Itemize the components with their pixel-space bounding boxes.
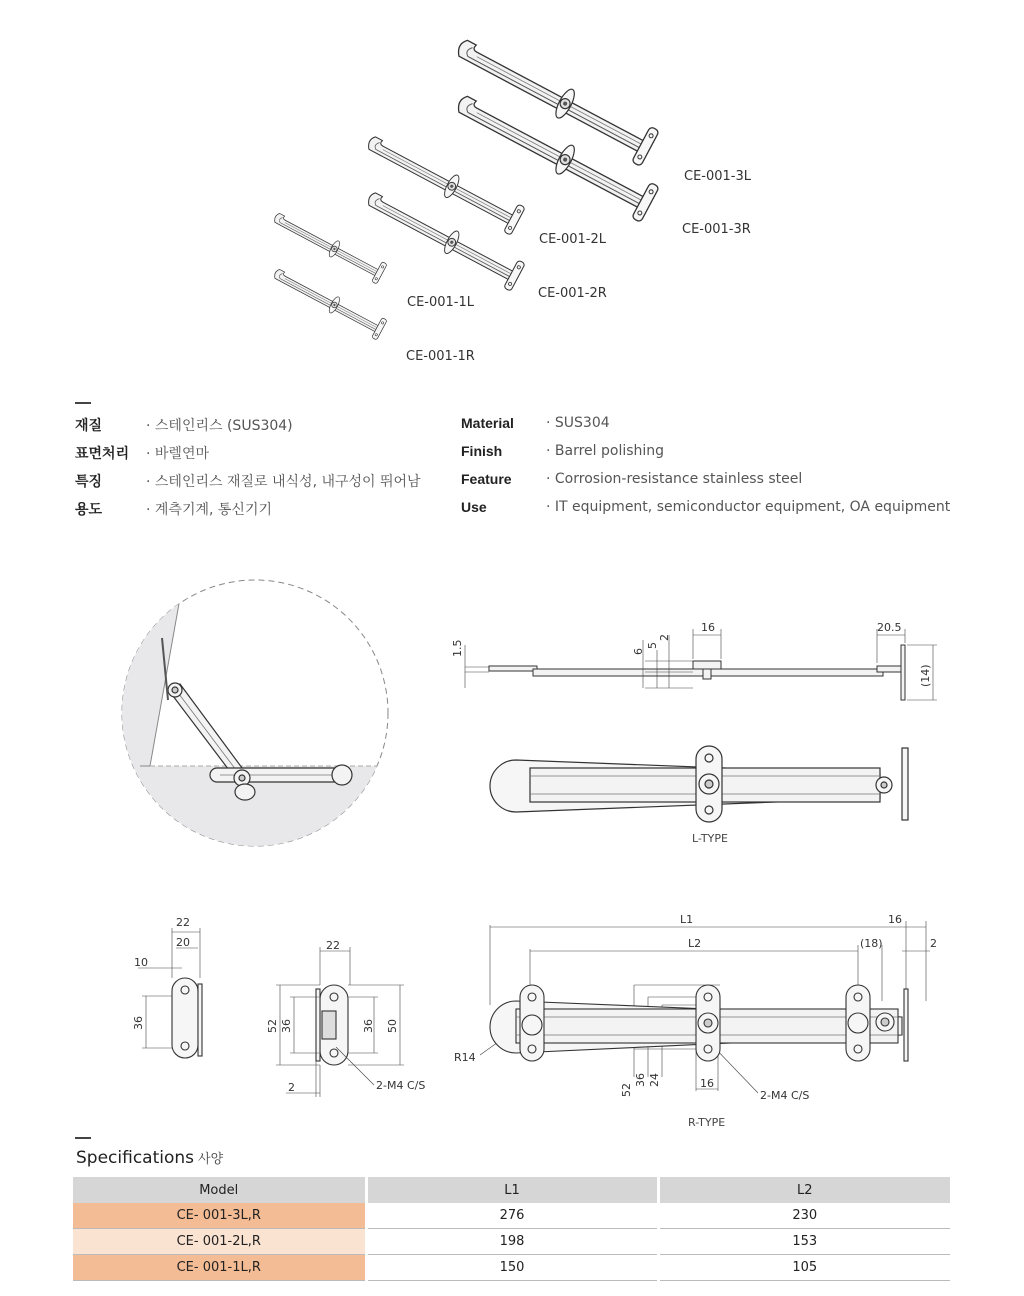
dim-2: 2 [930,937,937,950]
dim-36: 36 [634,1073,647,1087]
product-illustration [0,0,1024,380]
dim-l2: L2 [688,937,702,950]
dim-1-5: 1.5 [451,639,464,657]
spec-title-en: Specifications [76,1148,195,1168]
prop-val-en: · Barrel polishing [546,443,665,459]
prop-val-ko: · 스테인리스 (SUS304) [146,418,293,434]
dim-16: 16 [701,621,715,634]
prop-val-ko: · 바렐연마 [146,446,209,462]
column-header-l2: L2 [658,1177,950,1203]
prop-key-en: Material [461,415,514,431]
cell-l1: 150 [366,1255,658,1281]
l-type-drawing [480,740,920,830]
prop-key-ko: 표면처리 [75,446,130,462]
model-label-3l: CE-001-3L [684,169,751,184]
dim-24: 24 [648,1073,661,1087]
dim-2: 2 [288,1081,295,1094]
dim-20-5: 20.5 [877,621,902,634]
r-type-caption: R-TYPE [688,1116,726,1129]
model-label-1l: CE-001-1L [407,295,474,310]
cell-l1: 198 [366,1229,658,1255]
table-row [73,1255,950,1281]
dim-50: 50 [386,1019,399,1033]
table-row [73,1229,950,1255]
dim-52: 52 [620,1083,633,1097]
cell-model: CE- 001-3L,R [73,1203,366,1229]
prop-key-ko: 재질 [75,418,103,434]
side-view-drawing [445,615,955,705]
dim-l1: L1 [680,913,694,926]
prop-key-ko: 용도 [75,502,103,518]
cell-l2: 230 [658,1203,950,1229]
dim-22: 22 [326,939,340,952]
prop-key-en: Use [461,499,487,515]
dim-18: (18) [860,937,883,950]
model-label-1r: CE-001-1R [406,349,475,364]
model-label-3r: CE-001-3R [682,222,751,237]
section-divider [75,1137,91,1139]
table-header-row [73,1177,950,1203]
cell-l1: 276 [366,1203,658,1229]
column-header-model: Model [73,1177,366,1203]
r-type-drawing [450,905,950,1105]
prop-key-en: Feature [461,471,512,487]
model-label-2l: CE-001-2L [539,232,606,247]
specifications-table [73,1177,950,1281]
l-type-caption: L-TYPE [692,832,728,845]
column-header-l1: L1 [366,1177,658,1203]
dim-22: 22 [176,916,190,929]
dim-52: 52 [266,1019,279,1033]
dim-m4: 2-M4 C/S [760,1089,810,1102]
prop-val-en: · SUS304 [546,415,610,431]
specifications-title [76,1148,223,1168]
prop-val-en: · IT equipment, semiconductor equipment, OA equipment [546,499,951,515]
dim-5: 5 [646,642,659,649]
dim-36: 36 [132,1016,145,1030]
spec-title-ko: 사양 [198,1152,224,1167]
dim-2: 2 [658,634,671,641]
table-row [73,1203,950,1229]
model-label-2r: CE-001-2R [538,286,607,301]
prop-val-en: · Corrosion-resistance stainless steel [546,471,803,487]
dim-r14: R14 [454,1051,476,1064]
dim-10: 10 [134,956,148,969]
usage-illustration [110,570,400,860]
cell-l2: 153 [658,1229,950,1255]
dim-m4: 2-M4 C/S [376,1079,426,1092]
dim-16: 16 [700,1077,714,1090]
cell-l2: 105 [658,1255,950,1281]
front-view-drawing [128,910,218,1070]
dim-36: 36 [362,1019,375,1033]
dim-16: 16 [888,913,902,926]
dim-14: (14) [919,664,932,687]
prop-val-ko: · 스테인리스 재질로 내식성, 내구성이 뛰어남 [146,474,421,490]
dim-20: 20 [176,936,190,949]
dim-36: 36 [280,1019,293,1033]
prop-val-ko: · 계측기계, 통신기기 [146,502,272,518]
end-view-drawing [262,935,442,1100]
section-divider [75,402,91,404]
cell-model: CE- 001-2L,R [73,1229,366,1255]
dim-6: 6 [632,648,645,655]
prop-key-ko: 특징 [75,474,103,490]
cell-model: CE- 001-1L,R [73,1255,366,1281]
prop-key-en: Finish [461,443,503,459]
